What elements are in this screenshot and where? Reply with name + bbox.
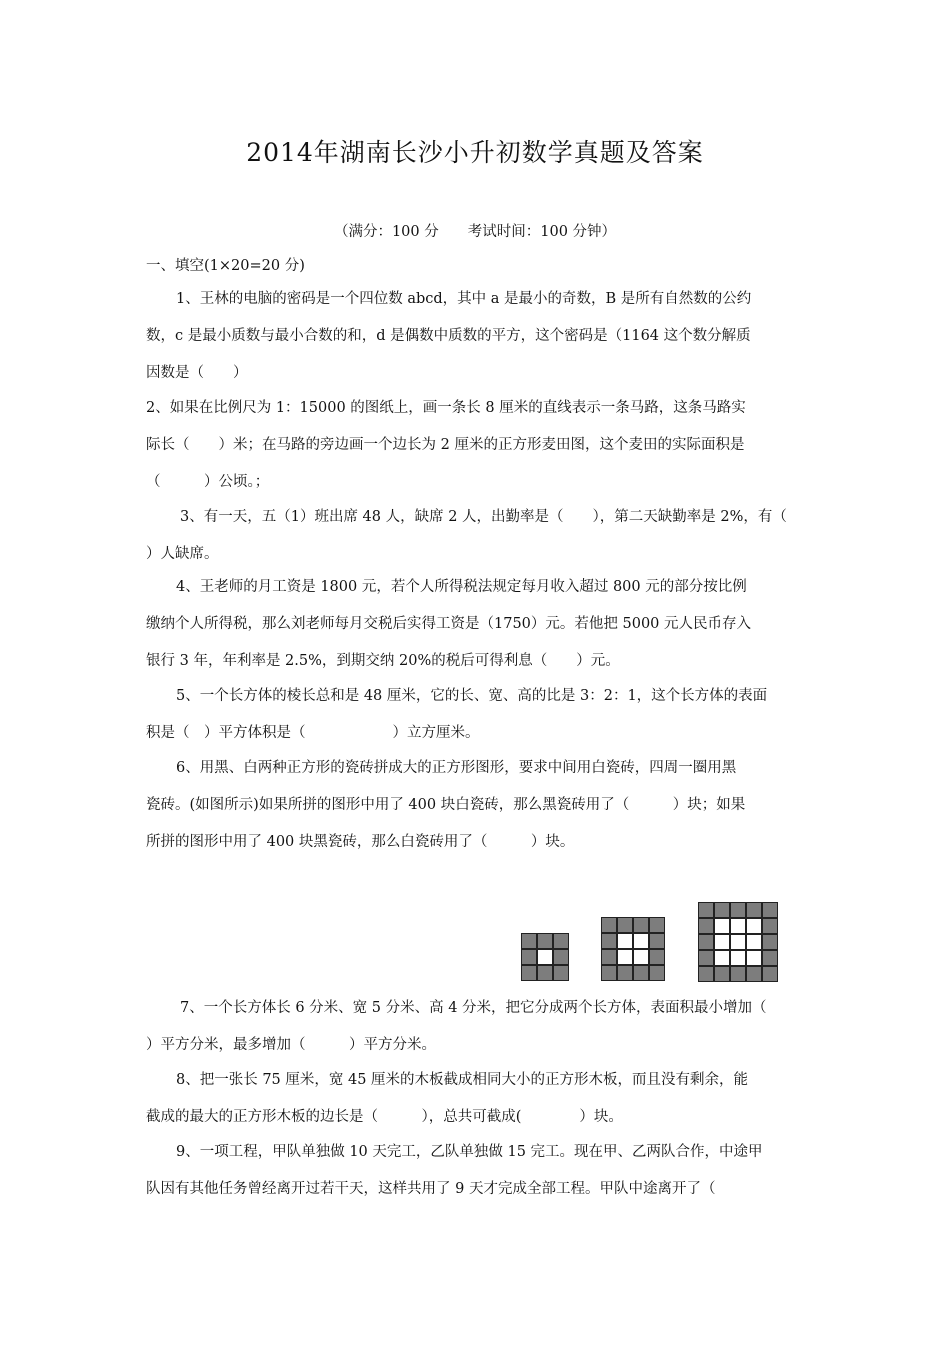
white-tile — [730, 918, 746, 934]
white-tile — [746, 934, 762, 950]
black-tile — [537, 933, 553, 949]
black-tile — [762, 934, 778, 950]
question-2-line-3: （ ）公顷。； — [146, 474, 270, 490]
black-tile — [714, 966, 730, 982]
black-tile — [521, 965, 537, 981]
white-tile — [746, 950, 762, 966]
white-tile — [537, 949, 553, 965]
tile-pattern-3 — [698, 902, 778, 982]
question-9-line-2: 队因有其他任务曾经离开过若干天，这样共用了 9 天才完成全部工程。甲队中途离开了（ — [146, 1181, 716, 1197]
question-8-line-1: 8、把一张长 75 厘米，宽 45 厘米的木板截成相同大小的正方形木板，而且没有剩余，能 — [176, 1072, 749, 1088]
black-tile — [601, 949, 617, 965]
black-tile — [617, 965, 633, 981]
black-tile — [730, 902, 746, 918]
question-1-line-2: 数，c 是最小质数与最小合数的和，d 是偶数中质数的平方，这个密码是（1164 这个数分解质 — [146, 328, 751, 344]
black-tile — [762, 966, 778, 982]
white-tile — [714, 934, 730, 950]
black-tile — [649, 965, 665, 981]
black-tile — [601, 933, 617, 949]
question-4-line-3: 银行 3 年，年利率是 2.5%，到期交纳 20%的税后可得利息（ ）元。 — [146, 653, 620, 669]
black-tile — [746, 966, 762, 982]
black-tile — [698, 950, 714, 966]
black-tile — [730, 966, 746, 982]
black-tile — [698, 902, 714, 918]
question-2-line-1: 2、如果在比例尺为 1：15000 的图纸上，画一条长 8 厘米的直线表示一条马路，这条马路实 — [146, 400, 746, 416]
question-6-line-2: 瓷砖。(如图所示)如果所拼的图形中用了 400 块白瓷砖，那么黑瓷砖用了（ ）块；如果 — [146, 797, 746, 813]
black-tile — [762, 918, 778, 934]
black-tile — [762, 902, 778, 918]
black-tile — [698, 918, 714, 934]
black-tile — [649, 949, 665, 965]
question-5-line-1: 5、一个长方体的棱长总和是 48 厘米，它的长、宽、高的比是 3：2：1，这个长方体的表面 — [176, 688, 768, 704]
black-tile — [698, 966, 714, 982]
question-3-line-1: 3、有一天，五（1）班出席 48 人，缺席 2 人，出勤率是（ ），第二天缺勤率是 2%，有（ — [180, 509, 787, 525]
page-title: 2014年湖南长沙小升初数学真题及答案 — [246, 138, 704, 167]
question-5-line-2: 积是（ ）平方体积是（ ）立方厘米。 — [146, 725, 480, 741]
white-tile — [730, 934, 746, 950]
question-9-line-1: 9、一项工程，甲队单独做 10 天完工，乙队单独做 15 完工。现在甲、乙两队合作，中途甲 — [176, 1144, 763, 1160]
question-6-line-1: 6、用黑、白两种正方形的瓷砖拼成大的正方形图形，要求中间用白瓷砖，四周一圈用黑 — [176, 760, 737, 776]
white-tile — [714, 918, 730, 934]
black-tile — [521, 933, 537, 949]
exam-info: （满分：100 分 考试时间：100 分钟） — [333, 224, 617, 240]
question-2-line-2: 际长（ ）米；在马路的旁边画一个边长为 2 厘米的正方形麦田图，这个麦田的实际面积是 — [146, 437, 745, 453]
white-tile — [617, 949, 633, 965]
black-tile — [521, 949, 537, 965]
black-tile — [649, 933, 665, 949]
question-3-line-2: ）人缺席。 — [146, 546, 219, 562]
question-4-line-1: 4、王老师的月工资是 1800 元，若个人所得税法规定每月收入超过 800 元的部分按比例 — [176, 579, 747, 595]
tile-pattern-2 — [601, 917, 665, 981]
question-7-line-2: ）平方分米，最多增加（ ）平方分米。 — [146, 1037, 436, 1053]
black-tile — [698, 934, 714, 950]
black-tile — [762, 950, 778, 966]
black-tile — [649, 917, 665, 933]
white-tile — [746, 918, 762, 934]
white-tile — [617, 933, 633, 949]
black-tile — [746, 902, 762, 918]
question-6-line-3: 所拼的图形中用了 400 块黑瓷砖，那么白瓷砖用了（ ）块。 — [146, 834, 575, 850]
question-1-line-3: 因数是（ ） — [146, 365, 248, 381]
black-tile — [553, 949, 569, 965]
black-tile — [617, 917, 633, 933]
white-tile — [633, 949, 649, 965]
black-tile — [633, 917, 649, 933]
white-tile — [730, 950, 746, 966]
black-tile — [537, 965, 553, 981]
question-1-line-1: 1、王林的电脑的密码是一个四位数 abcd，其中 a 是最小的奇数，B 是所有自然数的公约 — [176, 291, 752, 307]
black-tile — [553, 933, 569, 949]
black-tile — [633, 965, 649, 981]
white-tile — [714, 950, 730, 966]
black-tile — [553, 965, 569, 981]
white-tile — [633, 933, 649, 949]
black-tile — [601, 917, 617, 933]
question-8-line-2: 截成的最大的正方形木板的边长是（ ），总共可截成( ）块。 — [146, 1109, 623, 1125]
question-4-line-2: 缴纳个人所得税，那么刘老师每月交税后实得工资是（1750）元。若他把 5000 元人民币存入 — [146, 616, 752, 632]
section-heading: 一、填空(1×20=20 分) — [146, 258, 305, 274]
question-7-line-1: 7、一个长方体长 6 分米、宽 5 分米、高 4 分米，把它分成两个长方体，表面积最小增加（ — [180, 1000, 767, 1016]
tile-pattern-1 — [521, 933, 569, 981]
black-tile — [601, 965, 617, 981]
black-tile — [714, 902, 730, 918]
